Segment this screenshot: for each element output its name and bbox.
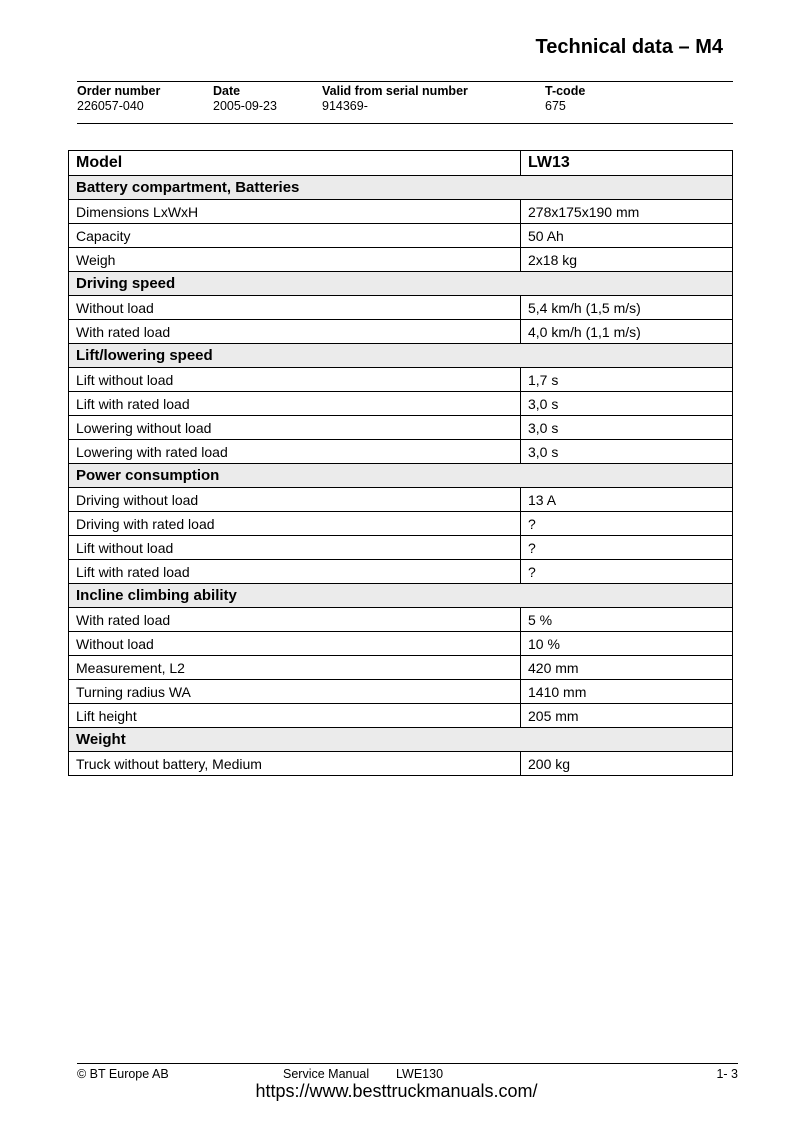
row-value: ? [521,560,733,584]
table-row [69,248,733,272]
section-header [69,272,733,296]
row-label: Weigh [69,248,521,272]
order-number-value: 226057-040 [77,99,144,113]
row-label: Turning radius WA [69,680,521,704]
row-value: 5,4 km/h (1,5 m/s) [521,296,733,320]
table-row [69,752,733,776]
row-label: Driving with rated load [69,512,521,536]
row-value: 3,0 s [521,440,733,464]
section-title: Lift/lowering speed [69,344,733,368]
row-value: 3,0 s [521,416,733,440]
page-title: Technical data – M4 [535,36,723,58]
table-row [69,680,733,704]
row-value: 2x18 kg [521,248,733,272]
footer-manual: Service Manual [283,1067,370,1081]
table-row [69,536,733,560]
tcode-label: T-code [545,84,586,98]
section-header [69,176,733,200]
section-header [69,728,733,752]
serial-label: Valid from serial number [322,84,468,98]
serial-block [322,84,468,114]
row-value: 10 % [521,632,733,656]
document-info [77,81,733,124]
table-row [69,296,733,320]
row-label: Capacity [69,224,521,248]
footer-copyright: © BT Europe AB [77,1067,169,1081]
footer-url[interactable]: https://www.besttruckmanuals.com/ [255,1081,538,1101]
row-label: Lift without load [69,536,521,560]
section-title: Incline climbing ability [69,584,733,608]
table-row [69,440,733,464]
table-row [69,416,733,440]
row-label: Without load [69,296,521,320]
page-footer [77,1063,738,1081]
table-row [69,608,733,632]
date-value: 2005-09-23 [213,99,277,113]
row-label: With rated load [69,608,521,632]
order-number-block [77,84,160,114]
row-value: 13 A [521,488,733,512]
section-header [69,584,733,608]
table-row [69,368,733,392]
row-value: 420 mm [521,656,733,680]
row-value: 4,0 km/h (1,1 m/s) [521,320,733,344]
date-label: Date [213,84,241,98]
row-value: 278x175x190 mm [521,200,733,224]
section-header [69,344,733,368]
section-title: Power consumption [69,464,733,488]
row-label: Driving without load [69,488,521,512]
table-row [69,632,733,656]
table-row [69,488,733,512]
serial-value: 914369- [322,99,368,113]
footer-model: LWE130 [396,1067,444,1081]
row-value: ? [521,512,733,536]
section-title: Driving speed [69,272,733,296]
date-block [213,84,277,114]
row-value: 1,7 s [521,368,733,392]
footer-page-number: 1- 3 [716,1067,738,1081]
row-label: Lift height [69,704,521,728]
row-value: 5 % [521,608,733,632]
row-label: Truck without battery, Medium [69,752,521,776]
row-value: 205 mm [521,704,733,728]
tcode-value: 675 [545,99,566,113]
model-value: LW13 [521,151,733,176]
table-row [69,512,733,536]
row-label: Lowering without load [69,416,521,440]
tcode-block [545,84,585,114]
row-label: Lift without load [69,368,521,392]
table-row [69,656,733,680]
row-value: 50 Ah [521,224,733,248]
table-row [69,200,733,224]
table-row [69,224,733,248]
section-title: Battery compartment, Batteries [69,176,733,200]
model-row [69,151,733,176]
row-label: Dimensions LxWxH [69,200,521,224]
row-label: Lift with rated load [69,560,521,584]
row-label: With rated load [69,320,521,344]
table-row [69,704,733,728]
table-row [69,392,733,416]
table-row [69,320,733,344]
row-label: Without load [69,632,521,656]
technical-data-table [68,150,733,776]
section-header [69,464,733,488]
section-title: Weight [69,728,733,752]
table-row [69,560,733,584]
row-label: Measurement, L2 [69,656,521,680]
row-value: ? [521,536,733,560]
row-value: 3,0 s [521,392,733,416]
row-label: Lowering with rated load [69,440,521,464]
model-label: Model [69,151,521,176]
row-value: 1410 mm [521,680,733,704]
row-label: Lift with rated load [69,392,521,416]
order-number-label: Order number [77,84,161,98]
row-value: 200 kg [521,752,733,776]
